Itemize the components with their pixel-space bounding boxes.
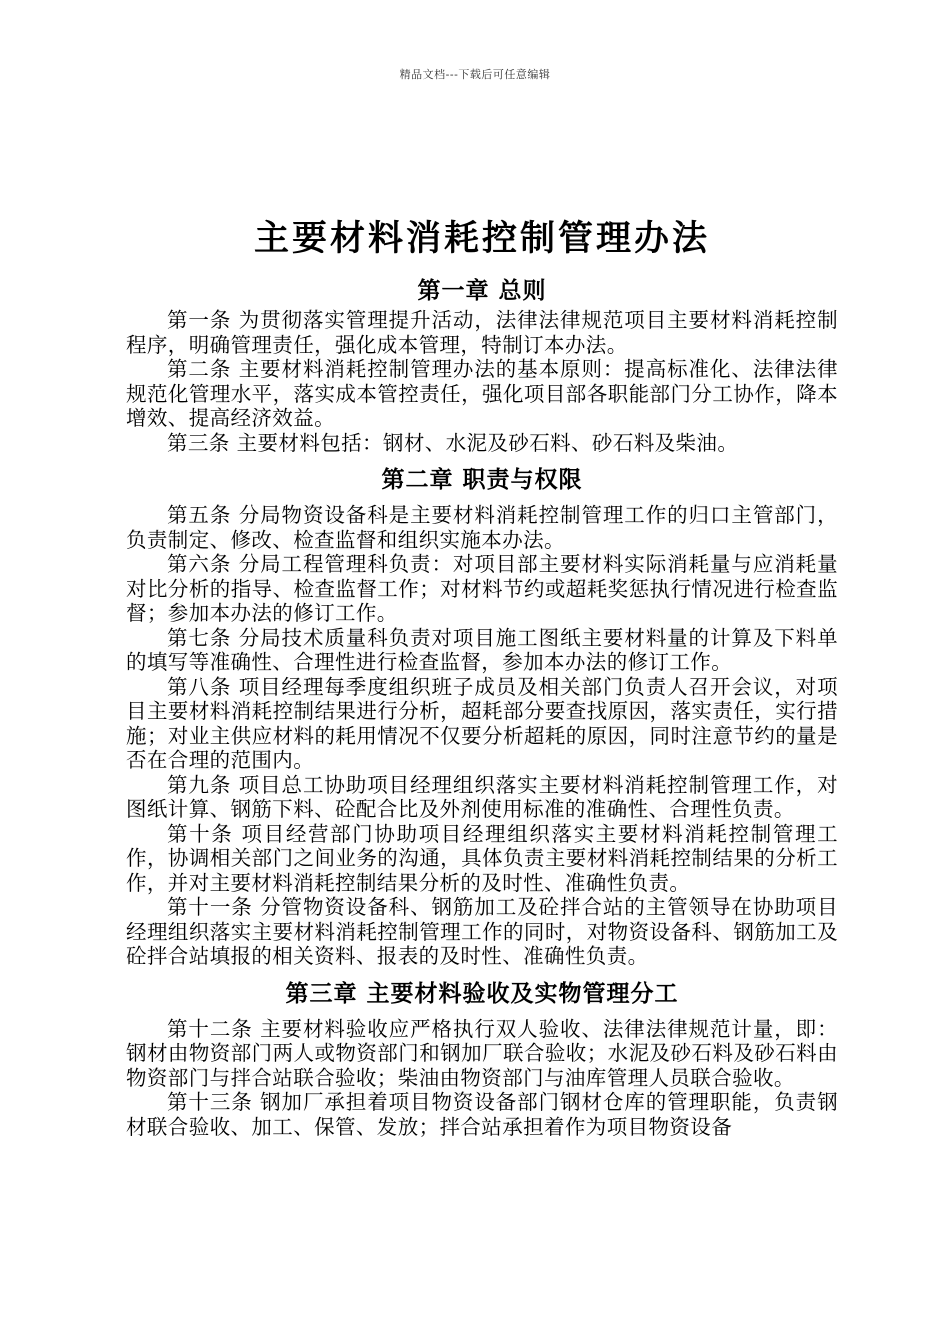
article-paragraph: 第十一条 分管物资设备科、钢筋加工及砼拌合站的主管领导在协助项目经理组织落实主要材料消耗控制管理工作的同时，对物资设备科、钢筋加工及砼拌合站填报的相关资料、报表的及时性、准确性负责。 [126, 895, 838, 968]
article-paragraph: 第六条 分局工程管理科负责：对项目部主要材料实际消耗量与应消耗量对比分析的指导、检查监督工作；对材料节约或超耗奖惩执行情况进行检查监督；参加本办法的修订工作。 [126, 552, 838, 625]
article-paragraph: 第九条 项目总工协助项目经理组织落实主要材料消耗控制管理工作，对图纸计算、钢筋下料、砼配合比及外剂使用标准的准确性、合理性负责。 [126, 772, 838, 821]
document-title: 主要材料消耗控制管理办法 [253, 218, 710, 259]
chapter-heading-3: 第三章 主要材料验收及实物管理分工 [285, 979, 679, 1007]
chapter-heading-2: 第二章 职责与权限 [381, 466, 583, 493]
article-paragraph: 第三条 主要材料包括：钢材、水泥及砂石料、砂石料及柴油。 [167, 430, 739, 455]
article-paragraph: 第十二条 主要材料验收应严格执行双人验收、法律法律规范计量，即：钢材由物资部门两人或物资部门和钢加厂联合验收；水泥及砂石料及砂石料由物资部门与拌合站联合验收；柴油由物资部门与油库管理人员联合验收。 [126, 1016, 838, 1090]
page-header-watermark: 精品文档---下载后可任意编辑 [399, 68, 551, 81]
chapter-heading-1: 第一章 总则 [417, 277, 547, 304]
document-body [126, 214, 838, 1139]
article-paragraph: 第七条 分局技术质量科负责对项目施工图纸主要材料量的计算及下料单的填写等准确性、合理性进行检查监督，参加本办法的修订工作。 [126, 625, 838, 674]
article-paragraph: 第五条 分局物资设备科是主要材料消耗控制管理工作的归口主管部门，负责制定、修改、检查监督和组织实施本办法。 [126, 503, 838, 552]
article-paragraph: 第二条 主要材料消耗控制管理办法的基本原则：提高标准化、法律法律规范化管理水平，落实成本管控责任，强化项目部各职能部门分工协作，降本增效、提高经济效益。 [126, 357, 838, 430]
article-paragraph: 第十条 项目经营部门协助项目经理组织落实主要材料消耗控制管理工作，协调相关部门之间业务的沟通，具体负责主要材料消耗控制结果的分析工作，并对主要材料消耗控制结果分析的及时性、准确性负责。 [126, 821, 838, 895]
article-paragraph: 第八条 项目经理每季度组织班子成员及相关部门负责人召开会议，对项目主要材料消耗控制结果进行分析，超耗部分要查找原因，落实责任，实行措施；对业主供应材料的耗用情况不仅要分析超耗的原因，同时注意节约的量是否在合理的范围内。 [126, 674, 838, 772]
article-paragraph: 第十三条 钢加厂承担着项目物资设备部门钢材仓库的管理职能，负责钢材联合验收、加工、保管、发放；拌合站承担着作为项目物资设备 [126, 1090, 838, 1139]
article-paragraph: 第一条 为贯彻落实管理提升活动，法律法律规范项目主要材料消耗控制程序，明确管理责任，强化成本管理，特制订本办法。 [126, 308, 838, 357]
